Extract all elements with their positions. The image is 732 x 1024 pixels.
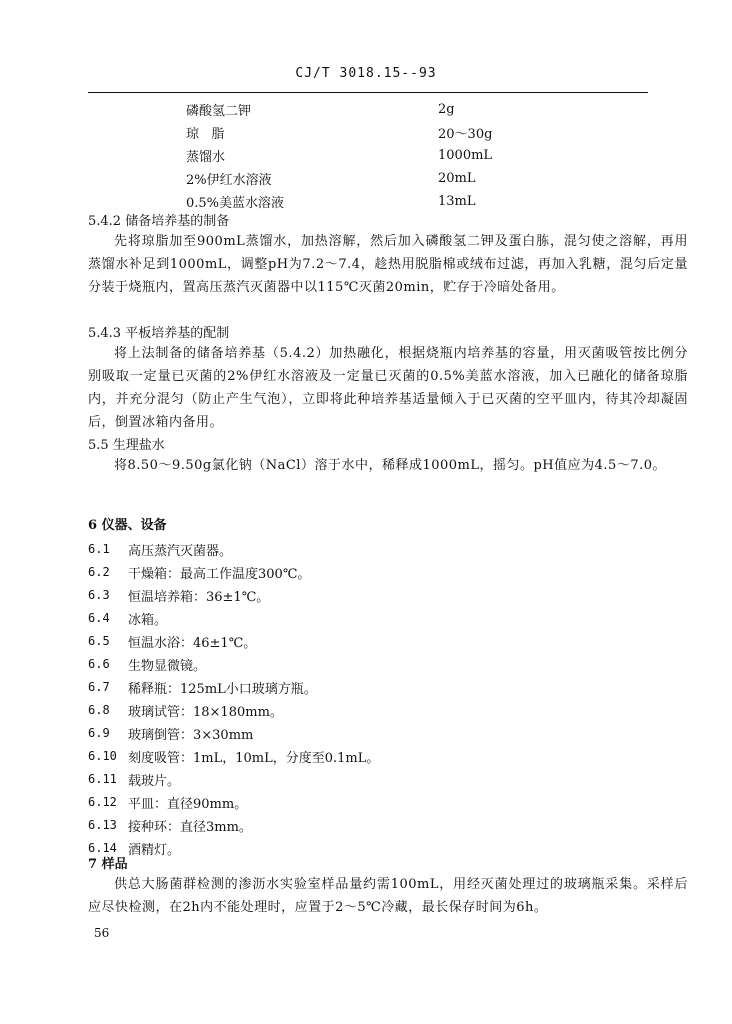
item-text: 载玻片。 — [128, 773, 181, 789]
item-number: 6.2 — [88, 565, 110, 579]
list-item — [88, 561, 310, 583]
item-number: 6.6 — [88, 657, 110, 671]
reagent-row — [186, 121, 558, 144]
item-text: 酒精灯。 — [128, 842, 181, 858]
page-number: 56 — [94, 926, 110, 940]
reagent-amount: 20mL — [438, 171, 476, 186]
item-number: 6.11 — [88, 772, 117, 786]
item-text: 平皿：直径90mm。 — [128, 796, 248, 812]
reagent-row — [186, 190, 558, 213]
item-text: 稀释瓶：125mL小口玻璃方瓶。 — [128, 681, 317, 697]
list-item — [88, 584, 269, 606]
item-number: 6.4 — [88, 611, 110, 625]
list-item — [88, 676, 317, 698]
item-number: 6.3 — [88, 588, 110, 602]
list-item — [88, 653, 206, 675]
reagent-name: 琼 脂 — [186, 127, 225, 142]
item-number: 6.9 — [88, 726, 110, 740]
list-item — [88, 791, 247, 813]
list-item — [88, 722, 253, 744]
item-text: 玻璃试管：18×180mm。 — [128, 704, 283, 720]
list-item — [88, 699, 283, 721]
item-number: 6.14 — [88, 841, 117, 855]
list-item — [88, 745, 379, 767]
item-number: 6.1 — [88, 542, 110, 556]
list-item — [88, 538, 232, 560]
list-item — [88, 768, 180, 790]
list-item — [88, 607, 167, 629]
section-heading-5-4-3: 5.4.3 平板培养基的配制 — [88, 326, 230, 341]
section-text-7: 供总大肠菌群检测的渗沥水实验室样品量约需100mL，用经灭菌处理过的玻璃瓶采集。采样后应尽快检测，在2h内不能处理时，应置于2～5℃冷藏，最长保存时间为6h。 — [88, 877, 688, 915]
reagent-name: 2%伊红水溶液 — [186, 173, 272, 188]
item-text: 恒温培养箱：36±1℃。 — [128, 589, 270, 605]
reagent-amount: 13mL — [438, 194, 476, 209]
section-heading-7: 7 样品 — [88, 857, 128, 872]
item-number: 6.12 — [88, 795, 117, 809]
list-item — [88, 630, 256, 652]
list-item — [88, 814, 252, 836]
reagent-table — [186, 98, 558, 213]
item-number: 6.8 — [88, 703, 110, 717]
standard-code-header: CJ/T 3018.15--93 — [295, 66, 437, 81]
section-heading-5-5: 5.5 生理盐水 — [88, 438, 165, 453]
reagent-amount: 20～30g — [438, 127, 493, 142]
item-text: 冰箱。 — [128, 612, 168, 628]
section-heading-5-4-2: 5.4.2 储备培养基的制备 — [88, 214, 230, 229]
item-text: 生物显微镜。 — [128, 658, 207, 674]
item-text: 干燥箱：最高工作温度300℃。 — [128, 566, 311, 582]
reagent-name: 0.5%美蓝水溶液 — [186, 196, 285, 211]
item-number: 6.7 — [88, 680, 110, 694]
reagent-name: 磷酸氢二钾 — [186, 104, 252, 119]
section-text-5-4-3: 将上法制备的储备培养基（5.4.2）加热融化，根据烧瓶内培养基的容量，用灭菌吸管按比例分别吸取一定量已灭菌的2%伊红水溶液及一定量已灭菌的0.5%美蓝水溶液，加入已融化的储备琼脂内，并充分混匀（防止产生气泡），立即将此种培养基适量倾入于已灭菌的空平皿内，待其冷却凝固后，倒置冰箱内备用。 — [88, 346, 688, 430]
item-text: 恒温水浴：46±1℃。 — [128, 635, 257, 651]
item-text: 接种环：直径3mm。 — [128, 819, 252, 835]
reagent-amount: 2g — [438, 102, 455, 117]
item-number: 6.13 — [88, 818, 117, 832]
reagent-row — [186, 167, 558, 190]
item-number: 6.10 — [88, 749, 117, 763]
section-heading-6: 6 仪器、设备 — [88, 518, 167, 533]
item-text: 玻璃倒管：3×30mm — [128, 727, 254, 743]
item-number: 6.5 — [88, 634, 110, 648]
reagent-name: 蒸馏水 — [186, 150, 226, 165]
section-text-5-4-2: 先将琼脂加至900mL蒸馏水，加热溶解，然后加入磷酸氢二钾及蛋白胨，混匀使之溶解，再用蒸馏水补足到1000mL，调整pH为7.2～7.4，趁热用脱脂棉或绒布过滤，再加入乳糖，混匀后定量分装于烧瓶内，置高压蒸汽灭菌器中以115℃灭菌20min，贮存于冷暗处备用。 — [88, 234, 688, 295]
section-text-5-5: 将8.50～9.50g氯化钠（NaCl）溶于水中，稀释成1000mL，摇匀。pH值应为4.5～7.0。 — [114, 458, 666, 473]
reagent-amount: 1000mL — [438, 148, 493, 163]
item-text: 高压蒸汽灭菌器。 — [128, 543, 233, 559]
reagent-row — [186, 144, 558, 167]
header-rule — [88, 92, 648, 93]
item-text: 刻度吸管：1mL，10mL，分度至0.1mL。 — [128, 750, 380, 766]
reagent-row — [186, 98, 558, 121]
